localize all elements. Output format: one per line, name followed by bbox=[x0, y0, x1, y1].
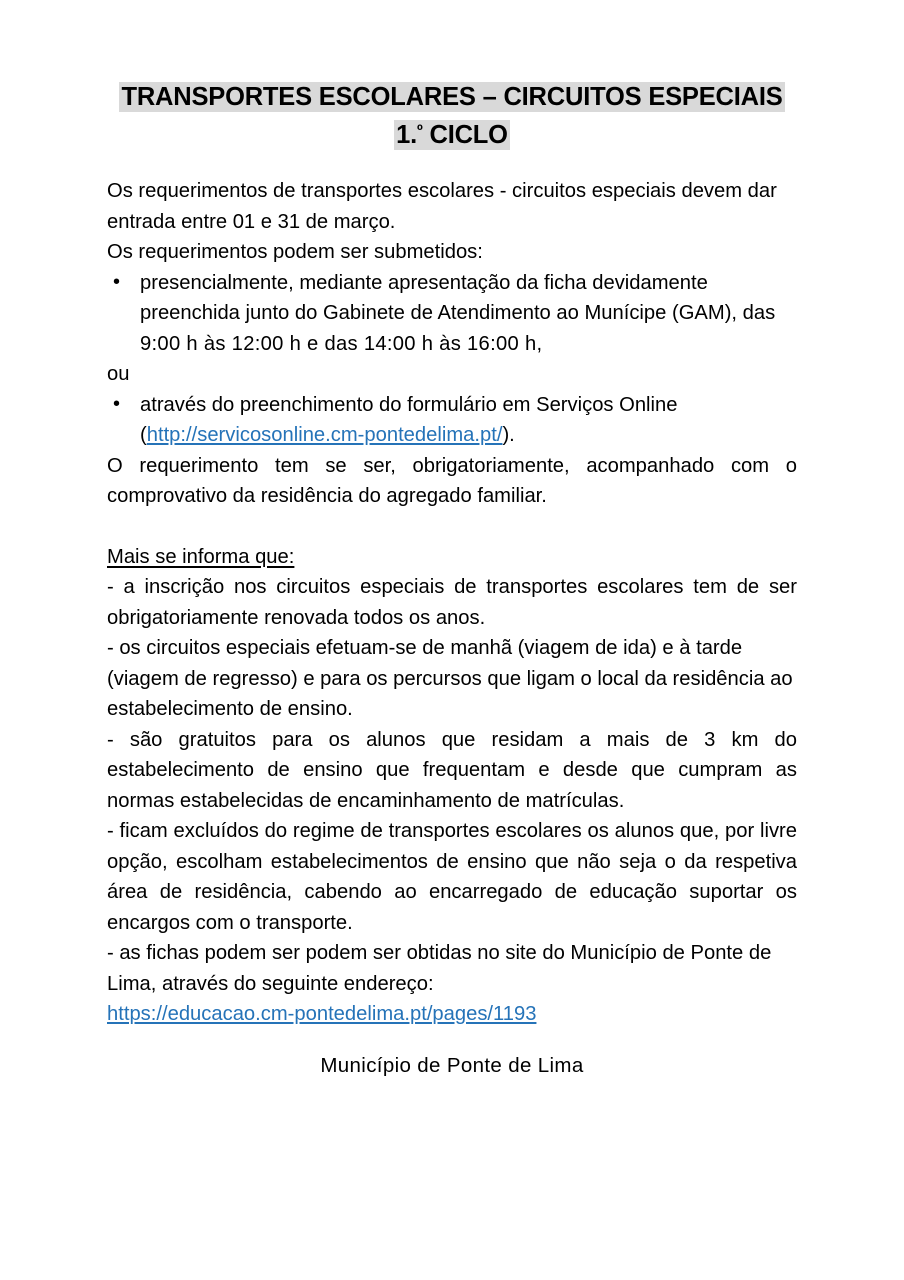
online-line-1: através do preenchimento do formulário em Serviços Online bbox=[140, 393, 678, 416]
intro-paragraph-1: Os requerimentos de transportes escolares - circuitos especiais devem dar entrada entre 01 e 31 de março. bbox=[107, 180, 777, 233]
online-link-line bbox=[140, 420, 797, 451]
info-heading-text: Mais se informa que: bbox=[107, 545, 295, 568]
educacao-forms-link[interactable]: https://educacao.cm-pontedelima.pt/pages/1193 bbox=[107, 1003, 537, 1025]
info-item-enrollment: - a inscrição nos circuitos especiais de transportes escolares tem de ser obrigatoriamente renovada todos os anos. bbox=[107, 576, 797, 629]
paren-close: ). bbox=[502, 424, 515, 446]
paragraph-spacer bbox=[107, 512, 797, 542]
page-title-cycle-number: 1. bbox=[396, 121, 418, 149]
info-item-exclusions: - ficam excluídos do regime de transportes escolares os alunos que, por livre opção, escolham estabelecimentos de ensino que não seja o da respetiva área de residência, cabendo ao encarregado de educação suportar os encargos com o transporte. bbox=[107, 820, 797, 934]
conjunction-ou: ou bbox=[107, 363, 130, 385]
requirement-note: O requerimento tem se ser, obrigatoriamente, acompanhado com o comprovativo da residência do agregado familiar. bbox=[107, 454, 797, 507]
submission-options-list bbox=[107, 268, 797, 360]
paren-open: ( bbox=[140, 424, 147, 446]
info-item-free-distance: - são gratuitos para os alunos que residam a mais de 3 km do estabelecimento de ensino que frequentam e desde que cumpram as normas estabelecidas de encaminhamento de matrículas. bbox=[107, 728, 797, 812]
ordinal-indicator: º bbox=[417, 122, 423, 140]
in-person-line-1: presencialmente, mediante apresentação da ficha devidamente bbox=[140, 271, 708, 294]
page-title bbox=[107, 78, 797, 154]
page-title-cycle-label: CICLO bbox=[422, 121, 508, 149]
page-title-line-1: TRANSPORTES ESCOLARES – CIRCUITOS ESPECIAIS bbox=[121, 83, 783, 111]
in-person-line-2: preenchida junto do Gabinete de Atendimento ao Munícipe (GAM), das bbox=[140, 302, 776, 324]
list-item-in-person bbox=[107, 268, 797, 360]
info-item-forms-availability: - as fichas podem ser podem ser obtidas no site do Município de Ponte de Lima, através do seguinte endereço: bbox=[107, 942, 772, 995]
document-content bbox=[107, 78, 797, 1030]
info-item-schedule-routes: - os circuitos especiais efetuam-se de manhã (viagem de ida) e à tarde (viagem de regresso) e para os percursos que ligam o local da residência ao estabelecimento de ensino. bbox=[107, 637, 793, 720]
page-title-line-2 bbox=[394, 120, 510, 150]
intro-paragraph-2: Os requerimentos podem ser submetidos: bbox=[107, 241, 483, 263]
forms-link-line bbox=[107, 999, 797, 1030]
document-footer: Município de Ponte de Lima bbox=[320, 1054, 584, 1077]
info-heading bbox=[107, 542, 797, 573]
in-person-schedule: 9:00 h às 12:00 h e das 14:00 h às 16:00 h, bbox=[140, 332, 543, 355]
online-option-list bbox=[107, 390, 797, 451]
servicos-online-link[interactable]: http://servicosonline.cm-pontedelima.pt/ bbox=[146, 424, 503, 446]
list-item-online bbox=[107, 390, 797, 451]
